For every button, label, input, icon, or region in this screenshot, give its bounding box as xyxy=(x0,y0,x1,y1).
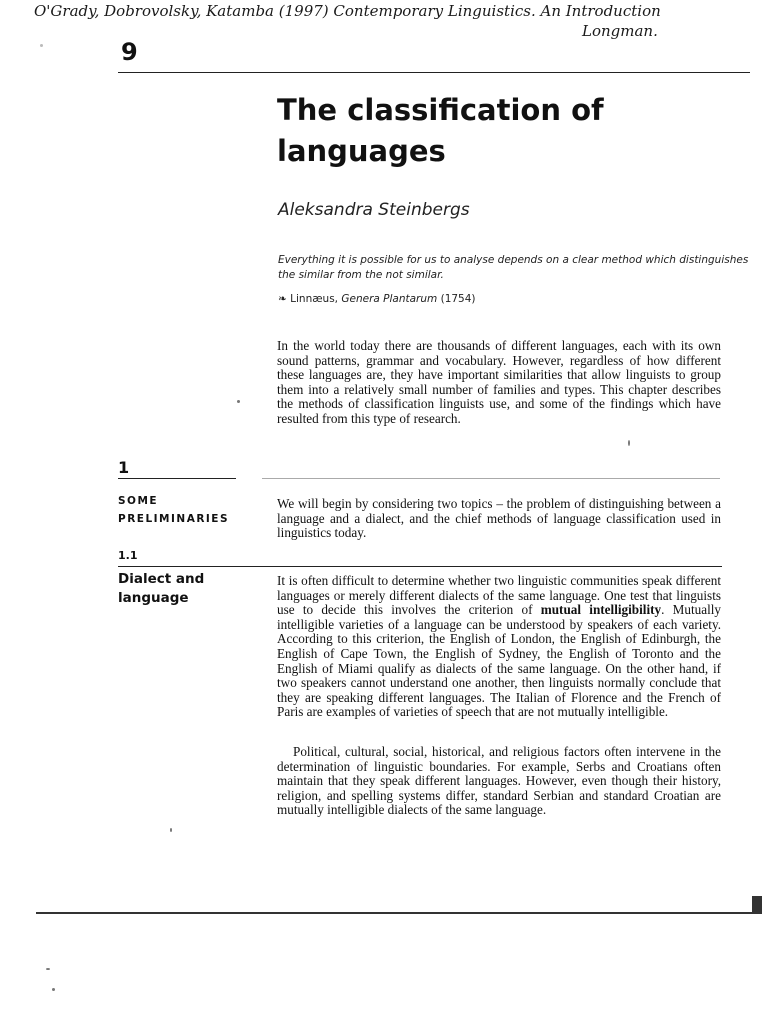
section-1-1-title-line1: Dialect and xyxy=(118,571,205,587)
section-1-1-paragraph-2: Political, cultural, social, historical, and religious factors often intervene in the determination of linguistic boundaries. For example, Serbs and Croatians often maintain that they speak different languages. However, even though their history, religion, and spelling systems differ, standard Serbian and standard Croatian are mutually intelligible dialects of the same language. xyxy=(277,744,721,818)
scan-speck xyxy=(628,440,630,446)
section-1-label-line2: PRELIMINARIES xyxy=(118,513,230,525)
section-1-text: We will begin by considering two topics – the problem of distinguishing between a language and a dialect, and the chief methods of language classification used in linguistics today. xyxy=(277,496,721,541)
para1-text-after: . Mutually intelligible varieties of a language can be understood by speakers of each variety. According to this criterion, the English of London, the English of Edinburgh, the English of Cape Town, the English of Sydney, the English of Toronto and the English of Miami qualify as dialects of the same language. On the other hand, if two speakers cannot understand one another, then linguists normally conclude that they are speaking different languages. The Italian of Florence and the French of Paris are examples of varieties of speech that are not mutually intelligible. xyxy=(277,602,721,720)
section-1-1-number: 1.1 xyxy=(118,549,138,562)
section-1-1-title xyxy=(118,570,204,608)
section-1-1-rule xyxy=(118,566,722,567)
section-1-label-line1: SOME xyxy=(118,495,159,507)
section-1-label xyxy=(118,492,229,528)
chapter-title xyxy=(277,90,604,172)
chapter-number: 9 xyxy=(121,38,138,66)
intro-paragraph: In the world today there are thousands of different languages, each with its own sound patterns, grammar and vocabulary. However, regardless of how different these languages are, they have important similarities that allow linguists to group them into a relatively small number of families and types. This chapter describes the methods of classification linguists use, and some of the findings which have resulted from this type of research. xyxy=(277,338,721,426)
page-bottom-rule xyxy=(36,912,756,914)
scan-speck xyxy=(52,988,55,991)
epigraph-source-author: Linnæus, xyxy=(290,293,339,305)
chapter-rule xyxy=(118,72,750,73)
chapter-title-line2: languages xyxy=(277,134,446,168)
handwritten-citation-line1: O'Grady, Dobrovolsky, Katamba (1997) Contemporary Linguistics. An Introduction xyxy=(34,2,661,20)
scan-speck xyxy=(46,968,50,970)
section-1-1-title-line2: language xyxy=(118,590,189,606)
scan-edge-mark xyxy=(752,896,762,914)
epigraph-quote-line1: Everything it is possible for us to analyse depends on a clear method which distinguishes xyxy=(278,254,749,266)
epigraph-source xyxy=(278,293,476,305)
scan-speck xyxy=(170,828,172,832)
section-1-rule-right xyxy=(262,478,720,479)
scan-speck xyxy=(40,44,43,47)
epigraph-quote-line2: the similar from the not similar. xyxy=(278,269,444,281)
chapter-author: Aleksandra Steinbergs xyxy=(278,200,470,220)
epigraph-source-work: Genera Plantarum xyxy=(341,293,438,305)
para1-text-before: It is often difficult to determine whether two linguistic communities speak different languages or merely different dialects of the same language. One test that linguists use to decide this involves the criterion of xyxy=(277,573,721,618)
epigraph-source-year: (1754) xyxy=(440,293,476,305)
term-mutual-intelligibility: mutual intelligibility xyxy=(540,602,662,618)
handwritten-citation-line2: Longman. xyxy=(582,22,658,40)
chapter-title-line1: The classification of xyxy=(277,93,604,127)
scan-speck xyxy=(237,400,240,403)
section-1-rule-left xyxy=(118,478,236,479)
fleuron-icon: ❧ xyxy=(278,293,287,305)
section-1-number: 1 xyxy=(118,458,130,477)
epigraph-quote xyxy=(278,253,749,283)
section-1-1-paragraph-1 xyxy=(277,574,721,720)
